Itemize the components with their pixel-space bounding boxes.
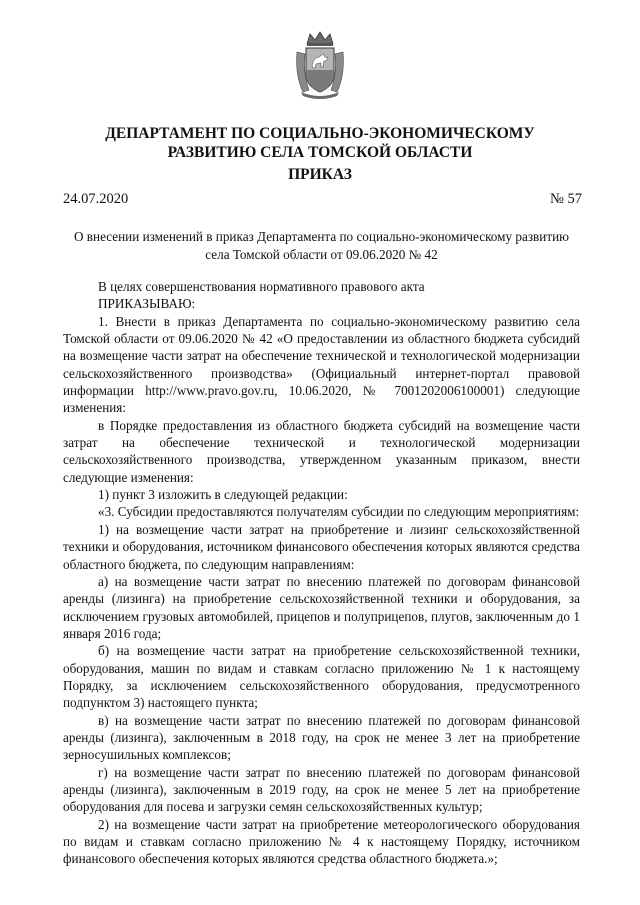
paragraph-sub-a: а) на возмещение части затрат по внесению платежей по договорам финансовой аренды (лизинга) на приобретение сельскохозяйственной техники и оборудования, за исключением грузовых автомобилей, прицепов и полуприцепов, плугов, заключенным до 1 января 2016 года; [63, 573, 580, 641]
paragraph-sub-1: 1) на возмещение части затрат на приобретение и лизинг сельскохозяйственной техники и оборудования, источником финансового обеспечения которых являются средства областного бюджета, по следующим направлениям: [63, 521, 580, 572]
document-subject: О внесении изменений в приказ Департамента по социально-экономическому развитию села Томской области от 09.06.2020 № 42 [73, 229, 570, 262]
paragraph-sub-b: б) на возмещение части затрат на приобретение сельскохозяйственной техники, оборудования, машин по видам и ставкам согласно приложению № 1 к настоящему Порядку, за исключением сельскохозяйственного оборудования, предусмотренного подпунктом 3) настоящего пункта; [63, 643, 580, 711]
coat-of-arms-icon [293, 30, 347, 100]
department-title [60, 124, 580, 162]
paragraph-item-1: 1. Внести в приказ Департамента по социально-экономическому развитию села Томской области от 09.06.2020 № 42 «О предоставлении из областного бюджета субсидий на возмещение части затрат на обеспечение технической и технологической модернизации сельскохозяйственного производства» (Официальный интернет-портал правовой информации http://www.pravo.gov.ru, 10.06.2020, № 7001202006100001) следующие изменения: [63, 313, 580, 416]
paragraph-purpose: В целях совершенствования нормативного правового акта [98, 279, 425, 294]
paragraph-point-3: 1) пункт 3 изложить в следующей редакции: [98, 487, 348, 503]
department-title-line1: ДЕПАРТАМЕНТ ПО СОЦИАЛЬНО-ЭКОНОМИЧЕСКОМУ [105, 125, 535, 142]
document-date: 24.07.2020 [63, 191, 129, 207]
paragraph-sub-g: г) на возмещение части затрат по внесению платежей по договорам финансовой аренды (лизинга), заключенным в 2019 году, на срок не менее 5 лет на приобретение оборудования для посева и загрузки семян сельскохозяйственных культур; [63, 764, 580, 815]
paragraph-quote-3: «3. Субсидии предоставляются получателям субсидии по следующим мероприятиям: [98, 504, 580, 520]
paragraph-changes-intro: в Порядке предоставления из областного бюджета субсидий на возмещение части затрат на обеспечение технической и технологической модернизации сельскохозяйственного производства, утвержденном указанным приказом, внести следующие изменения: [63, 417, 580, 485]
document-body [63, 278, 580, 868]
paragraph-sub-2: 2) на возмещение части затрат на приобретение метеорологического оборудования по видам и ставкам согласно приложению № 4 к настоящему Порядку, источником финансового обеспечения которых являются средства областного бюджета.»; [63, 816, 580, 867]
document-number: № 57 [550, 191, 582, 207]
paragraph-sub-v: в) на возмещение части затрат по внесению платежей по договорам финансовой аренды (лизинга), заключенным в 2018 году, на срок не менее 3 лет на приобретение зерносушильных комплексов; [63, 712, 580, 763]
paragraph-order: ПРИКАЗЫВАЮ: [98, 296, 196, 312]
department-title-line2: РАЗВИТИЮ СЕЛА ТОМСКОЙ ОБЛАСТИ [167, 144, 473, 161]
document-type: ПРИКАЗ [288, 166, 352, 183]
